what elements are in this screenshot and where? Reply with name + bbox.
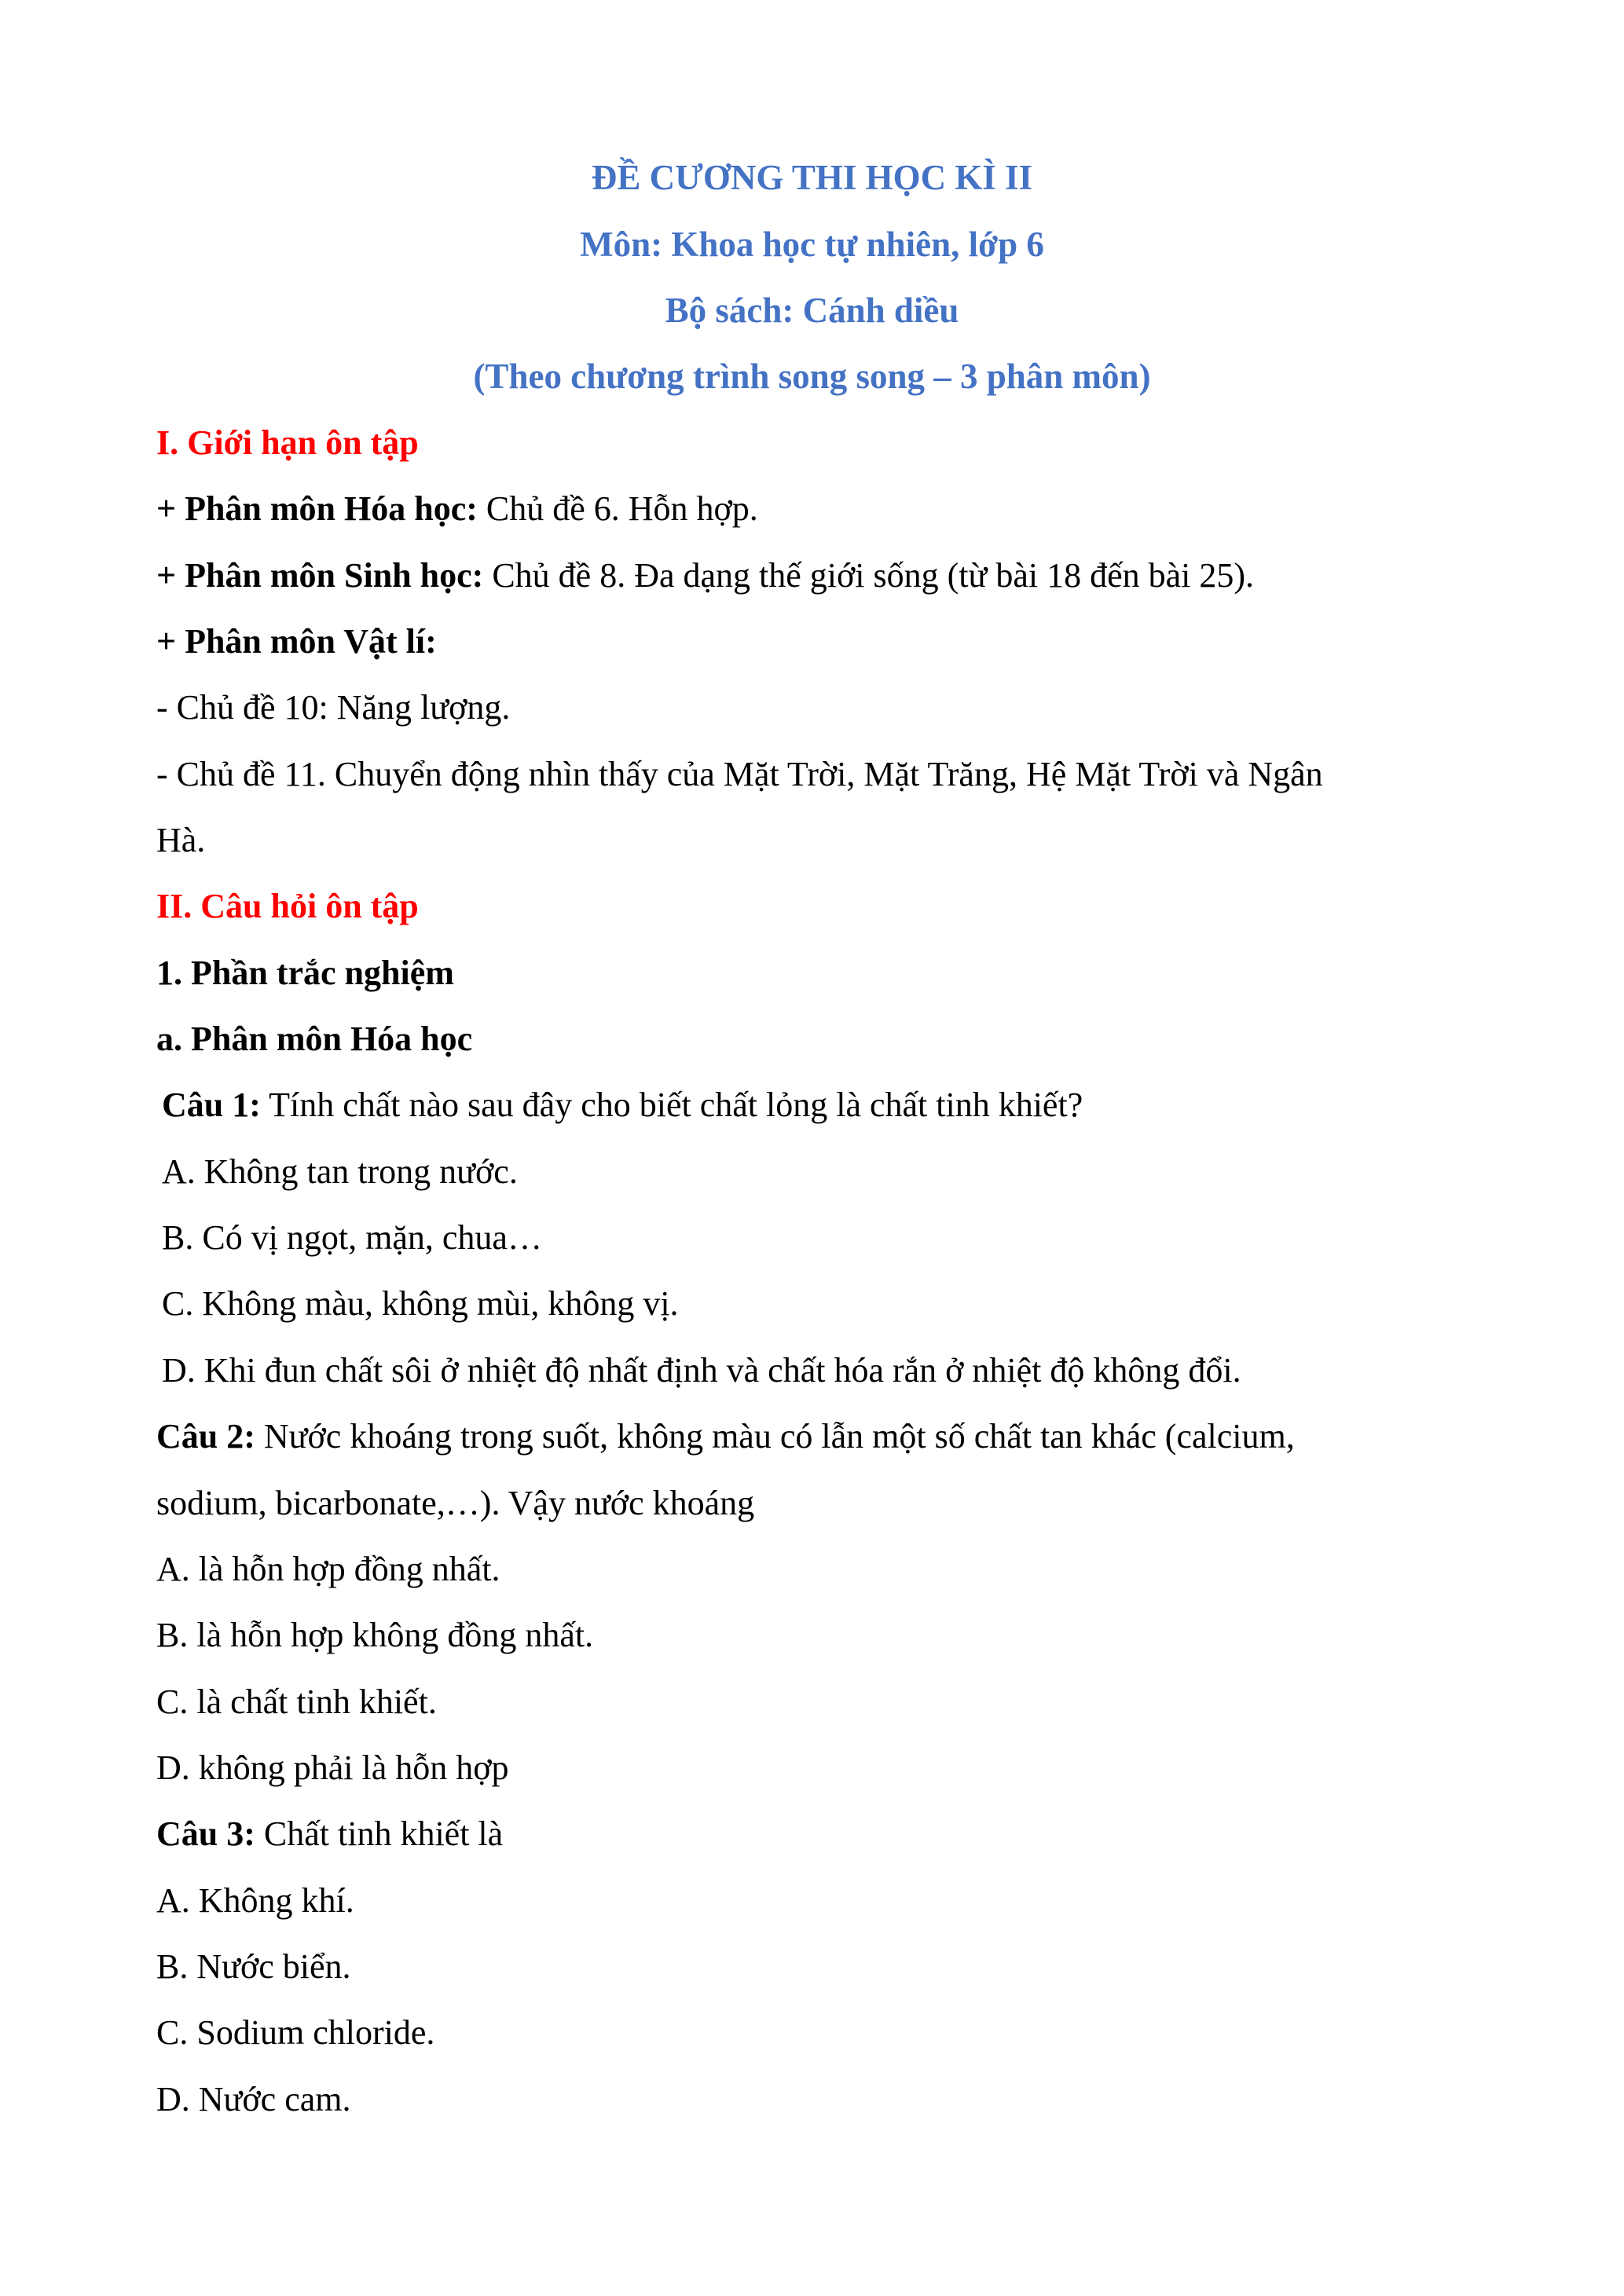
question-3-option-c: C. Sodium chloride. xyxy=(156,2013,435,2052)
question-1-option-a: A. Không tan trong nước. xyxy=(162,1152,518,1191)
question-3 xyxy=(156,1812,503,1856)
question-1-text: Tính chất nào sau đây cho biết chất lỏng là chất tinh khiết? xyxy=(260,1086,1083,1124)
question-1-label: Câu 1: xyxy=(162,1086,261,1124)
question-3-text: Chất tinh khiết là xyxy=(255,1814,504,1853)
scope-physics-item-2-line-1: - Chủ đề 11. Chuyển động nhìn thấy của Mặt Trời, Mặt Trăng, Hệ Mặt Trời và Ngân xyxy=(156,755,1323,793)
scope-biology-label: + Phân môn Sinh học: xyxy=(156,556,484,595)
question-1-option-d: D. Khi đun chất sôi ở nhiệt độ nhất định và chất hóa rắn ở nhiệt độ không đổi. xyxy=(162,1351,1241,1390)
doc-subject: Môn: Khoa học tự nhiên, lớp 6 xyxy=(580,225,1044,264)
question-2 xyxy=(156,1415,1295,1459)
question-2-option-b: B. là hỗn hợp không đồng nhất. xyxy=(156,1616,594,1654)
question-1 xyxy=(162,1083,1083,1127)
scope-chemistry-text: Chủ đề 6. Hỗn hợp. xyxy=(477,489,758,528)
scope-physics-label: + Phân môn Vật lí: xyxy=(156,622,437,661)
question-1-option-b: B. Có vị ngọt, mặn, chua… xyxy=(162,1218,542,1257)
section1-heading: I. Giới hạn ôn tập xyxy=(156,423,419,462)
question-1-option-c: C. Không màu, không mùi, không vị. xyxy=(162,1284,679,1323)
question-2-text-line-2: sodium, bicarbonate,…). Vậy nước khoáng xyxy=(156,1484,755,1522)
scope-biology-text: Chủ đề 8. Đa dạng thế giới sống (từ bài 18 đến bài 25). xyxy=(483,556,1255,595)
scope-physics-item-2-line-2: Hà. xyxy=(156,821,206,859)
question-2-text: Nước khoáng trong suốt, không màu có lẫn một số chất tan khác (calcium, xyxy=(255,1417,1295,1456)
doc-book: Bộ sách: Cánh diều xyxy=(665,291,959,330)
question-2-option-a: A. là hỗn hợp đồng nhất. xyxy=(156,1550,500,1588)
question-2-label: Câu 2: xyxy=(156,1417,255,1456)
doc-title: ĐỀ CƯƠNG THI HỌC KÌ II xyxy=(591,158,1033,197)
part1a-heading: a. Phân môn Hóa học xyxy=(156,1020,473,1058)
section2-heading: II. Câu hỏi ôn tập xyxy=(156,887,419,925)
scope-physics-item-1: - Chủ đề 10: Năng lượng. xyxy=(156,688,511,727)
scope-chemistry-label: + Phân môn Hóa học: xyxy=(156,489,478,528)
question-3-option-d: D. Nước cam. xyxy=(156,2080,351,2118)
scope-chemistry xyxy=(156,487,758,531)
question-3-option-b: B. Nước biển. xyxy=(156,1947,351,1986)
part1-heading: 1. Phần trắc nghiệm xyxy=(156,954,454,992)
scope-biology xyxy=(156,554,1254,598)
question-3-label: Câu 3: xyxy=(156,1814,255,1853)
question-3-option-a: A. Không khí. xyxy=(156,1881,354,1920)
doc-program: (Theo chương trình song song – 3 phân môn) xyxy=(473,357,1151,396)
question-2-option-c: C. là chất tinh khiết. xyxy=(156,1683,437,1721)
question-2-option-d: D. không phải là hỗn hợp xyxy=(156,1749,509,1787)
